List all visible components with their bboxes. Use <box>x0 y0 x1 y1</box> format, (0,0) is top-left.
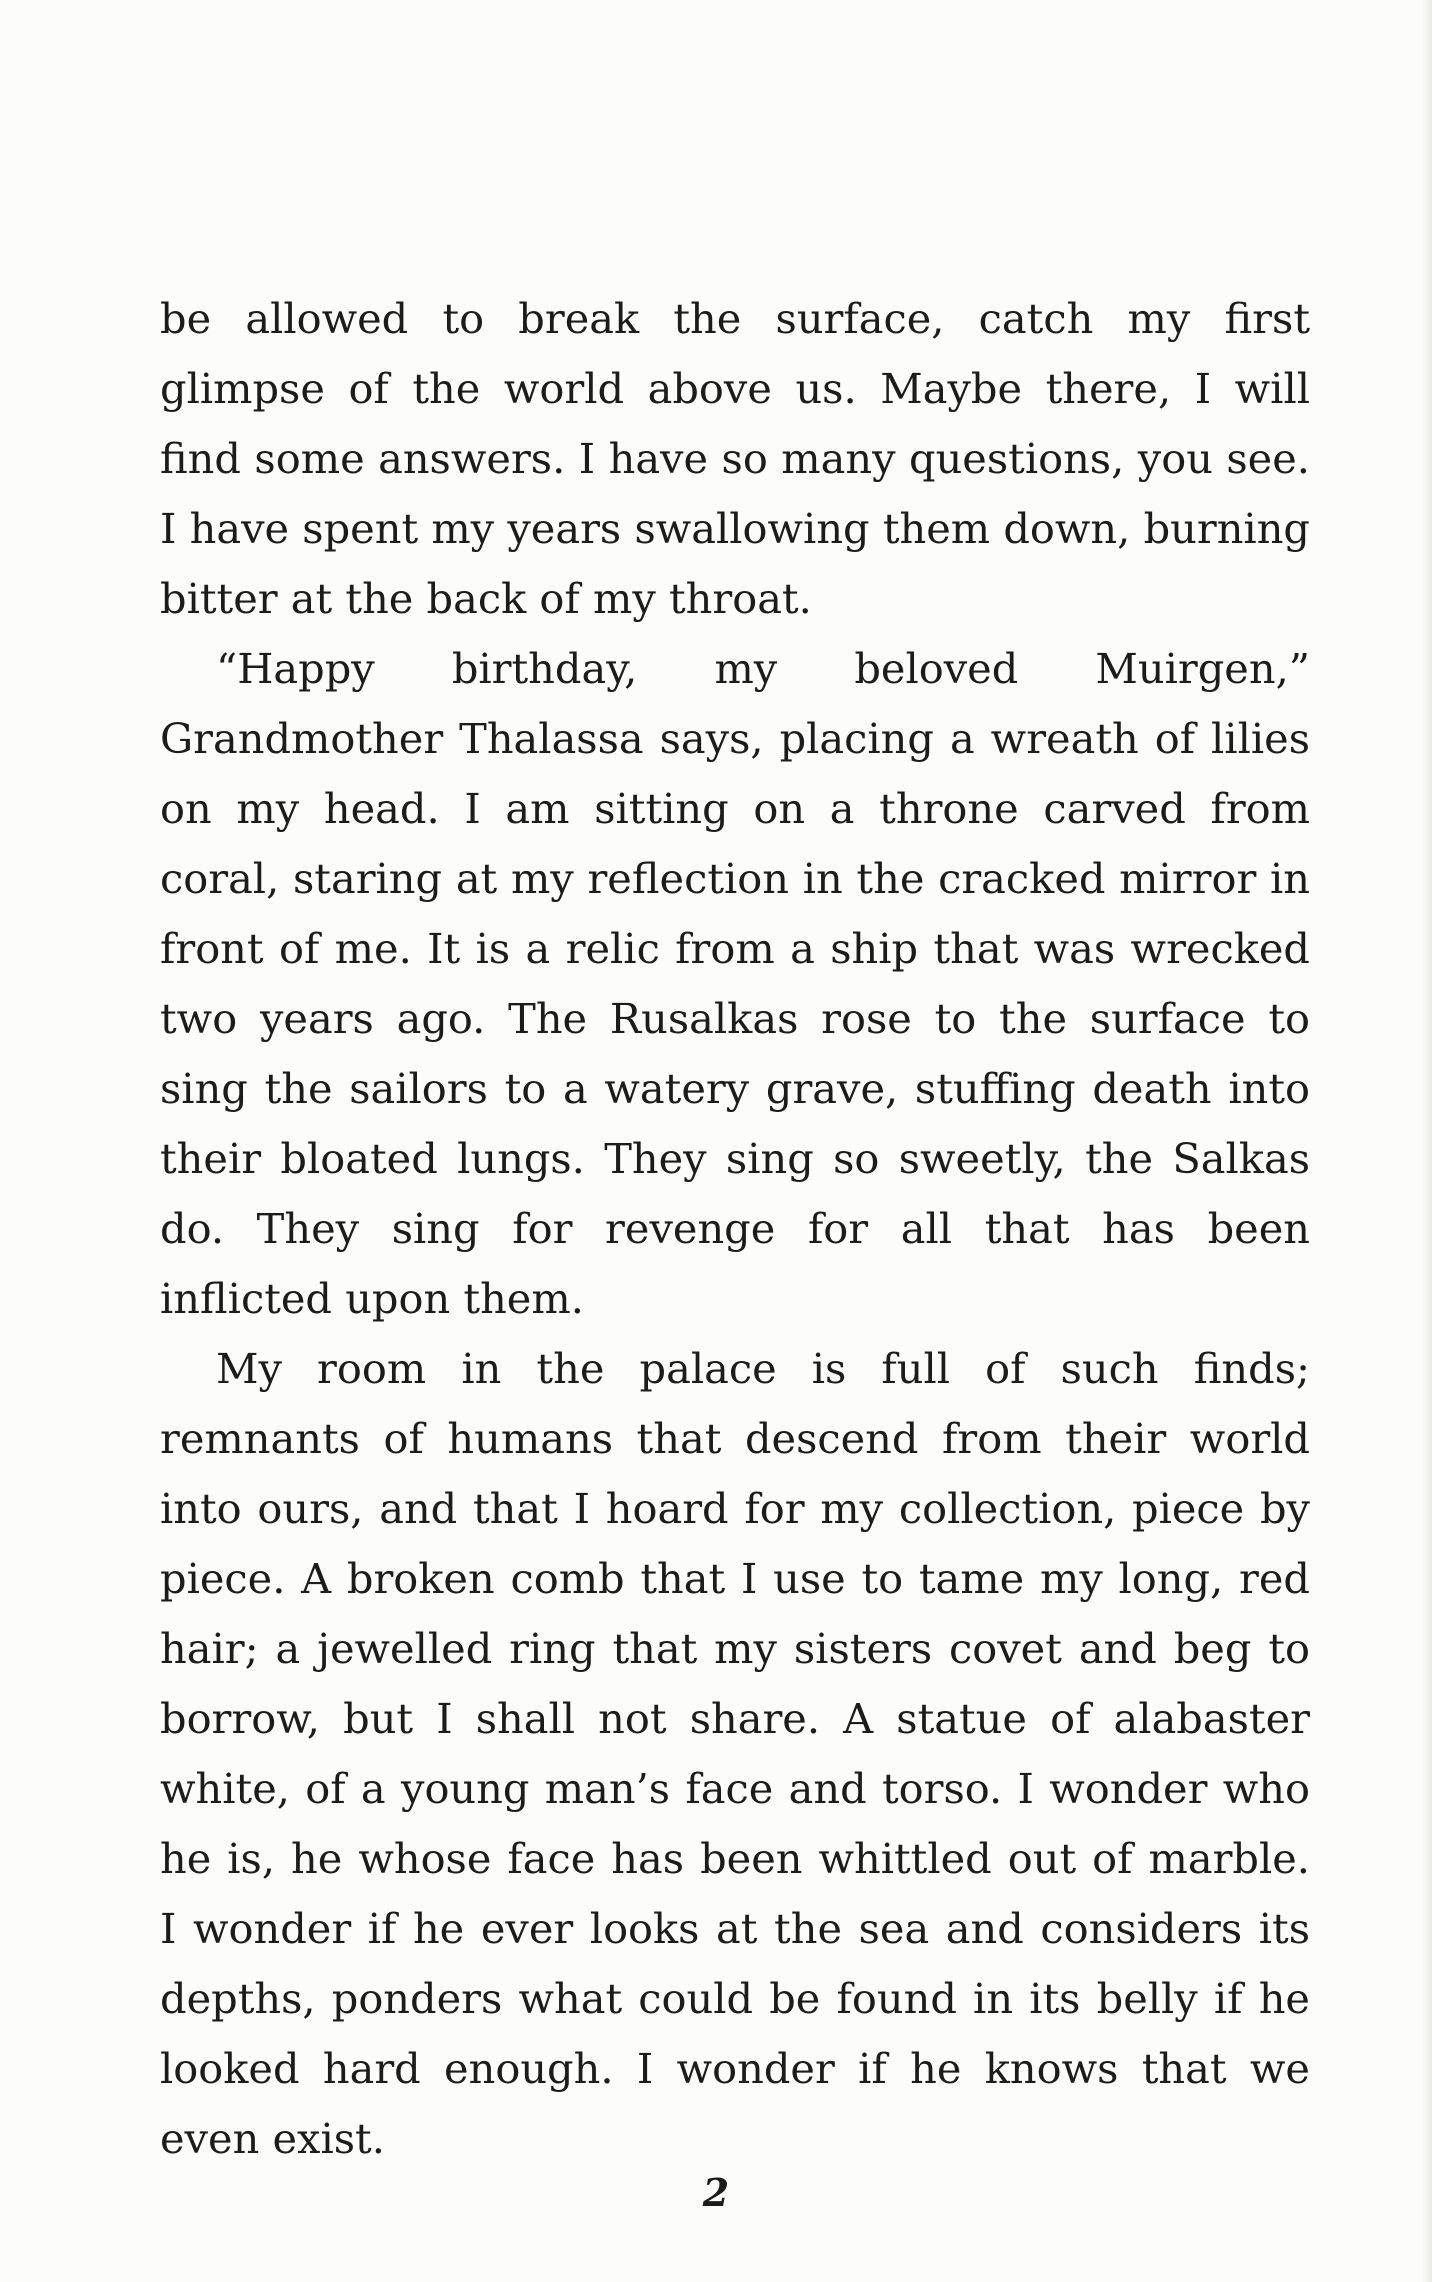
paragraph-continuation: be allowed to break the surface, catch my first glimpse of the world above us. Maybe there, I will find some answers. I have so many questions, you see. I have spent my years swallowing them down, burning bitter at the back of my throat. <box>160 294 1310 623</box>
paragraph-room: My room in the palace is full of such finds; remnants of humans that descend from their world into ours, and that I hoard for my collection, piece by piece. A broken comb that I use to tame my long, red hair; a jewelled ring that my sisters covet and beg to borrow, but I shall not share. A statue of alabaster white, of a young man’s face and torso. I wonder who he is, he whose face has been whittled out of marble. I wonder if he ever looks at the sea and considers its depths, ponders what could be found in its belly if he looked hard enough. I wonder if he knows that we even exist. <box>160 1344 1310 2163</box>
page-number: 2 <box>702 2170 730 2215</box>
body-text <box>160 284 1310 2174</box>
paragraph-birthday: “Happy birthday, my beloved Muirgen,” Grandmother Thalassa says, placing a wreath of lilies on my head. I am sitting on a throne carved from coral, staring at my reflection in the cracked mirror in front of me. It is a relic from a ship that was wrecked two years ago. The Rusalkas rose to the surface to sing the sailors to a watery grave, stuffing death into their bloated lungs. They sing so sweetly, the Salkas do. They sing for revenge for all that has been inflicted upon them. <box>160 644 1310 1323</box>
page-edge-shadow <box>1422 0 1432 2282</box>
